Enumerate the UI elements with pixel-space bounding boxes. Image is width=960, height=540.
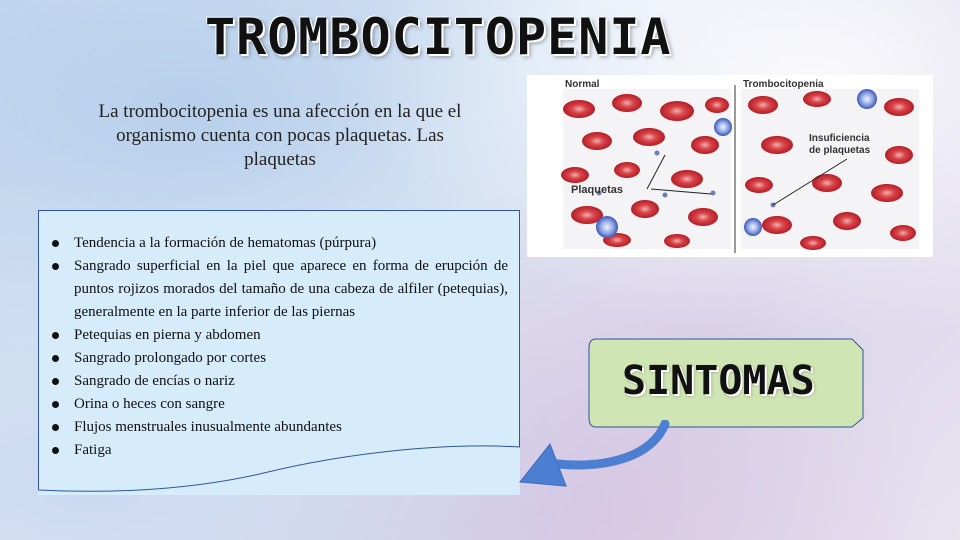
symptom-item <box>48 370 508 393</box>
symptom-item <box>48 255 508 324</box>
symptom-text: Petequias en pierna y abdomen <box>74 327 261 343</box>
intro-paragraph: La trombocitopenia es una afección en la que el organismo cuenta con pocas plaquetas. Las plaquetas <box>98 101 462 170</box>
bullet-icon <box>52 424 59 431</box>
white-blood-cell <box>744 218 762 236</box>
symptom-text: Tendencia a la formación de hematomas (púrpura) <box>74 235 377 251</box>
white-blood-cell <box>596 216 618 238</box>
symptom-item <box>48 347 508 370</box>
symptom-item <box>48 324 508 347</box>
symptom-text: Flujos menstruales inusualmente abundantes <box>74 419 342 435</box>
bullet-icon <box>52 263 59 270</box>
symptom-item <box>48 393 508 416</box>
curved-arrow-icon <box>510 420 670 500</box>
symptom-text: Fatiga <box>74 442 112 458</box>
insufficiency-label-line1: Insuficiencia <box>809 133 870 144</box>
insufficiency-label-line2: de plaquetas <box>809 145 871 156</box>
bullet-icon <box>52 378 59 385</box>
bullet-icon <box>52 332 59 339</box>
symptom-item <box>48 232 508 255</box>
symptom-text: Sangrado de encías o nariz <box>74 373 235 389</box>
normal-label: Normal <box>565 79 600 90</box>
sintomas-badge <box>588 338 864 428</box>
symptom-text: Sangrado prolongado por cortes <box>74 350 267 366</box>
bullet-icon <box>52 355 59 362</box>
symptoms-box <box>38 210 520 495</box>
platelets-label: Plaquetas <box>571 184 623 196</box>
slide-title: TROMBOCITOPENIA <box>205 8 672 66</box>
symptoms-list <box>48 232 508 462</box>
blood-smear-image <box>527 75 933 257</box>
symptom-item <box>48 416 508 439</box>
symptom-text: Orina o heces con sangre <box>74 396 225 412</box>
white-blood-cell <box>857 89 877 109</box>
badge-label: SINTOMAS <box>622 358 815 404</box>
symptom-text: Sangrado superficial en la piel que aparece en forma de erupción de puntos rojizos morados del tamaño de una cabeza de alfiler (petequias), generalmente en la parte inferior de las piernas <box>74 258 508 320</box>
symptom-item <box>48 439 508 462</box>
bullet-icon <box>52 240 59 247</box>
bullet-icon <box>52 401 59 408</box>
white-blood-cell <box>714 118 732 136</box>
thrombocytopenia-label: Trombocitopenia <box>743 79 824 90</box>
blood-smear-illustration <box>527 75 933 257</box>
bullet-icon <box>52 447 59 454</box>
